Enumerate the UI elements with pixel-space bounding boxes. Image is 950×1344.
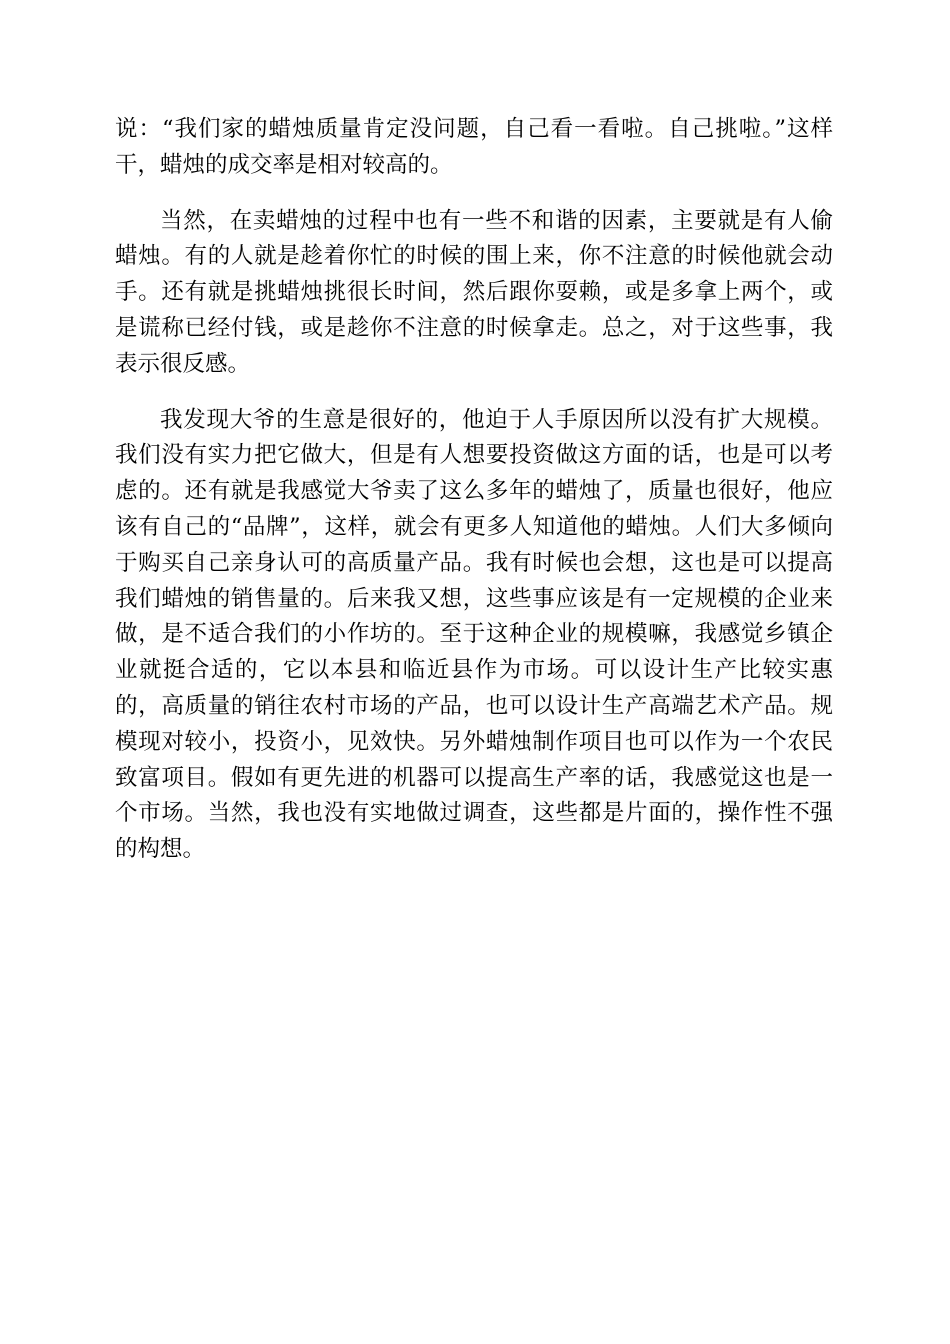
paragraph-continuation: 说：“我们家的蜡烛质量肯定没问题，自己看一看啦。自己挑啦。”这样干，蜡烛的成交率是相对较高的。 [115,116,833,178]
paragraph-business-idea: 我发现大爷的生意是很好的，他迫于人手原因所以没有扩大规模。我们没有实力把它做大，但是有人想要投资做这方面的话，也是可以考虑的。还有就是我感觉大爷卖了这么多年的蜡烛了，质量也很好，他应该有自己的“品牌”，这样，就会有更多人知道他的蜡烛。人们大多倾向于购买自己亲身认可的高质量产品。我有时候也会想，这也是可以提高我们蜡烛的销售量的。后来我又想，这些事应该是有一定规模的企业来做，是不适合我们的小作坊的。至于这种企业的规模嘛，我感觉乡镇企业就挺合适的，它以本县和临近县作为市场。可以设计生产比较实惠的，高质量的销往农村市场的产品，也可以设计生产高端艺术产品。规模现对较小，投资小，见效快。另外蜡烛制作项目也可以作为一个农民致富项目。假如有更先进的机器可以提高生产率的话，我感觉这也是一个市场。当然，我也没有实地做过调查，这些都是片面的，操作性不强的构想。 [115,406,833,863]
paragraph-theft-issue: 当然，在卖蜡烛的过程中也有一些不和谐的因素，主要就是有人偷蜡烛。有的人就是趁着你忙的时候的围上来，你不注意的时候他就会动手。还有就是挑蜡烛挑很长时间，然后跟你耍赖，或是多拿上两个，或是谎称已经付钱，或是趁你不注意的时候拿走。总之，对于这些事，我表示很反感。 [115,207,833,377]
document-body [115,112,833,868]
